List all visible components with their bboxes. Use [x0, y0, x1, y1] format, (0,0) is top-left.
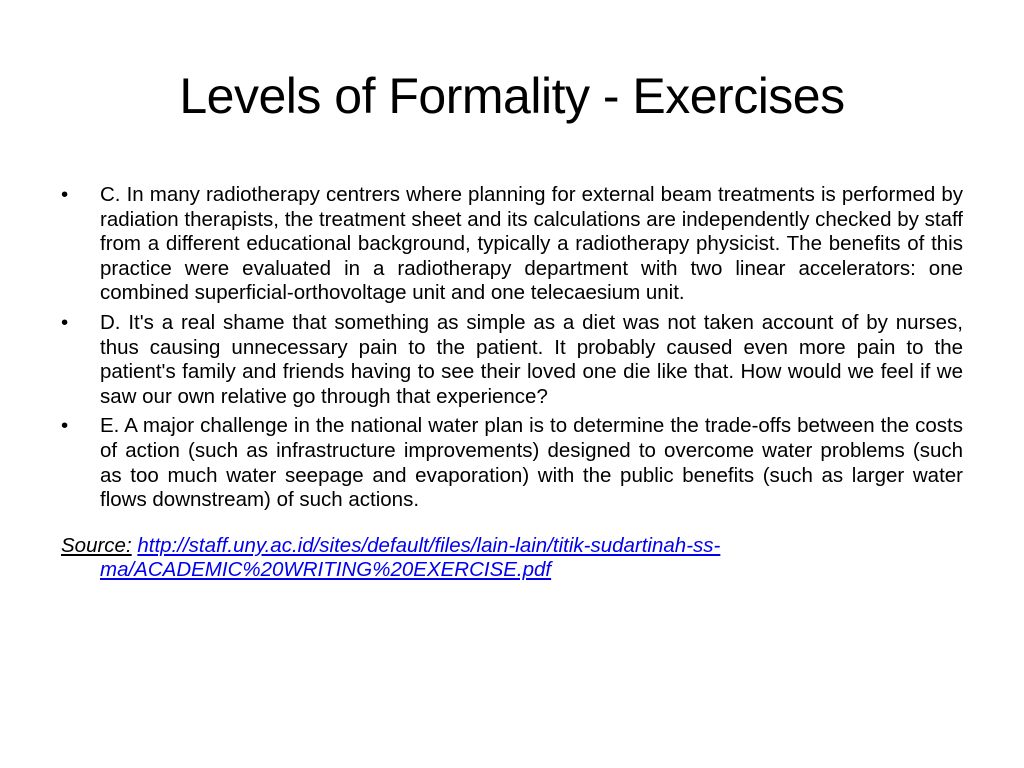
bullet-text: E. A major challenge in the national water plan is to determine the trade-offs between the costs of action (such as infrastructure improvements) designed to overcome water problems (such as too much water seepage and evaporation) with the public benefits (such as larger water flows downstream) of such actions.: [100, 414, 963, 512]
source-citation: [61, 534, 963, 583]
source-label: Source:: [61, 533, 132, 557]
bullet-text: D. It's a real shame that something as simple as a diet was not taken account of by nurses, thus causing unnecessary pain to the patient. It probably caused even more pain to the patient's family and friends having to see their loved one die like that. How would we feel if we saw our own relative go through that experience?: [100, 310, 963, 408]
bullet-icon: •: [61, 414, 69, 438]
bullet-text: C. In many radiotherapy centrers where planning for external beam treatments is performed by radiation therapists, the treatment sheet and its calculations are independently checked by staff from a different educational background, typically a radiotherapy physicist. The benefits of this practice were evaluated in a radiotherapy department with two linear accelerators: one combined superficial-orthovoltage unit and one telecaesium unit.: [100, 183, 963, 305]
bullet-icon: •: [61, 183, 69, 206]
bullet-icon: •: [61, 310, 69, 334]
bullet-item-d: [61, 311, 963, 409]
slide-content: [61, 183, 963, 583]
bullet-item-e: [61, 414, 963, 512]
source-link[interactable]: http://staff.uny.ac.id/sites/default/files/lain-lain/titik-sudartinah-ss-ma/ACADEMIC%20WRITING%20EXERCISE.pdf: [100, 533, 721, 582]
bullet-list: [61, 183, 963, 513]
bullet-item-c: [61, 183, 963, 306]
slide-title: Levels of Formality - Exercises: [179, 68, 845, 124]
